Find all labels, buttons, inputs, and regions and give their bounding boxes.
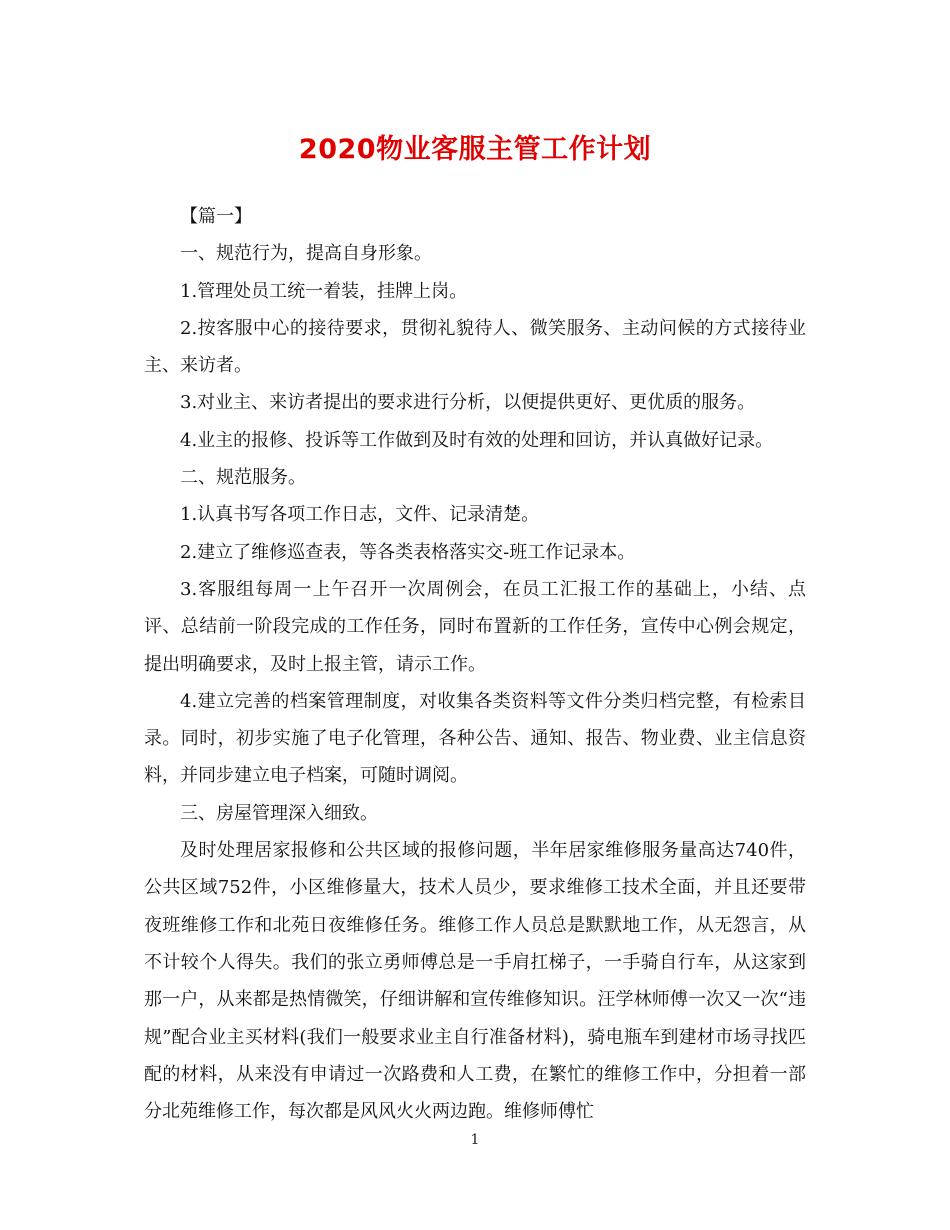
paragraph: 3.客服组每周一上午召开一次周例会，在员工汇报工作的基础上，小结、点评、总结前一阶段完成的工作任务，同时布置新的工作任务，宣传中心例会规定，提出明确要求，及时上报主管，请示工作。 xyxy=(144,578,806,675)
paragraph: 1.管理处员工统一着装，挂牌上岗。 xyxy=(180,280,468,302)
section-heading-3: 三、房屋管理深入细致。 xyxy=(180,802,378,824)
paragraph: 4.业主的报修、投诉等工作做到及时有效的处理和回访，并认真做好记录。 xyxy=(180,429,774,451)
page-number: 1 xyxy=(470,1132,480,1148)
document-title: 2020物业客服主管工作计划 xyxy=(298,134,652,165)
paragraph: 3.对业主、来访者提出的要求进行分析，以便提供更好、更优质的服务。 xyxy=(180,392,756,414)
paragraph: 及时处理居家报修和公共区域的报修问题，半年居家维修服务量高达740件，公共区域752件，小区维修量大，技术人员少，要求维修工技术全面，并且还要带夜班维修工作和北苑日夜维修任务。维修工作人员总是默默地工作，从无怨言，从不计较个人得失。我们的张立勇师傅总是一手肩扛梯子，一手骑自行车，从这家到那一户，从来都是热情微笑，仔细讲解和宣传维修知识。汪学林师傅一次又一次“违规”配合业主买材料(我们一般要求业主自行准备材料)，骑电瓶车到建材市场寻找匹配的材料，从来没有申请过一次路费和人工费，在繁忙的维修工作中，分担着一部分北苑维修工作，每次都是风风火火两边跑。维修师傅忙 xyxy=(144,840,806,1123)
section-heading-1: 一、规范行为，提高自身形象。 xyxy=(180,243,432,265)
paragraph: 2.按客服中心的接待要求，贯彻礼貌待人、微笑服务、主动问候的方式接待业主、来访者。 xyxy=(144,317,806,377)
paragraph: 1.认真书写各项工作日志，文件、记录清楚。 xyxy=(180,504,540,526)
section-heading-2: 二、规范服务。 xyxy=(180,467,306,489)
section-heading-part-one: 【篇一】 xyxy=(180,206,252,227)
paragraph: 4.建立完善的档案管理制度，对收集各类资料等文件分类归档完整，有检索目录。同时，初步实施了电子化管理，各种公告、通知、报告、物业费、业主信息资料，并同步建立电子档案，可随时调阅。 xyxy=(144,690,806,787)
paragraph: 2.建立了维修巡查表，等各类表格落实交-班工作记录本。 xyxy=(180,541,636,563)
document-body xyxy=(144,198,806,1130)
